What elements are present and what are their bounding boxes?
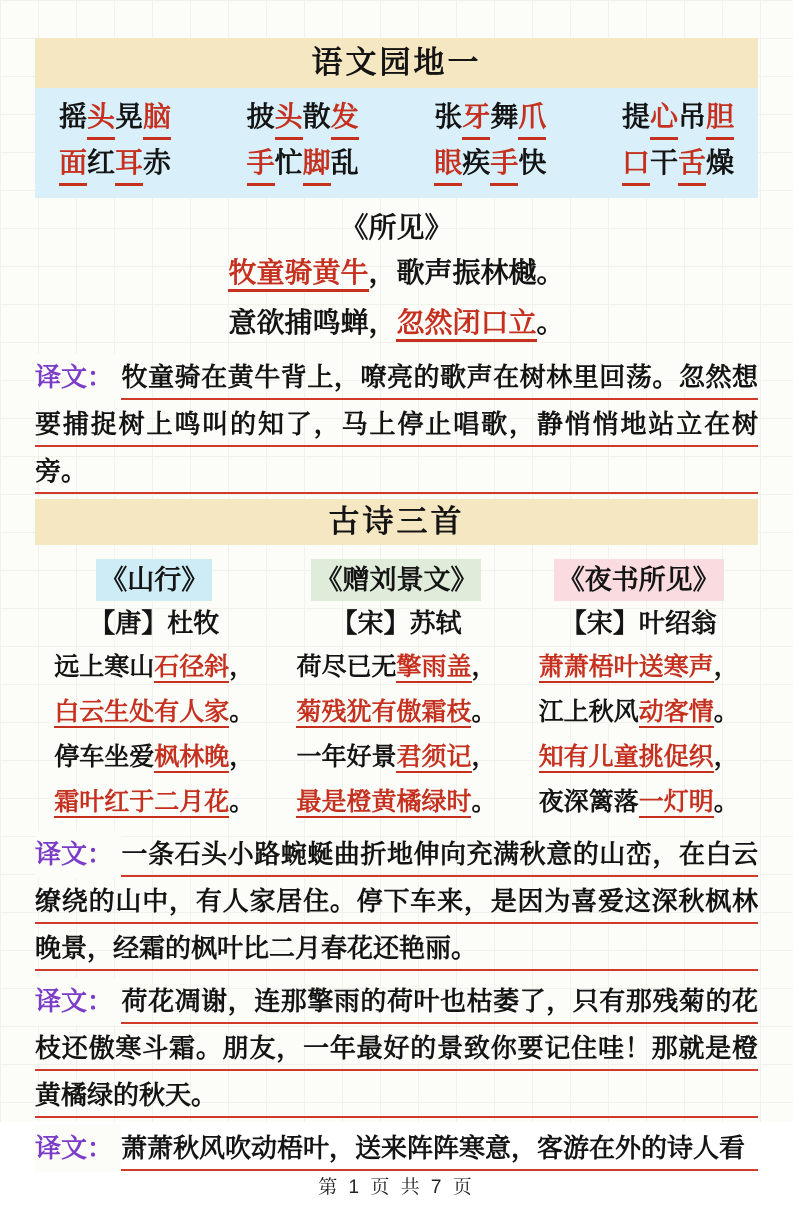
plain-text: ， [229, 743, 255, 771]
translation-block-suojian [35, 348, 758, 495]
idiom [247, 98, 359, 140]
poem-line [277, 780, 516, 825]
plain-text: 。 [229, 788, 255, 816]
red-underlined-text: 舌 [678, 144, 706, 186]
translation-text: 牧童骑在黄牛背上，嘹亮的歌声在树林里回荡。忽然想要捕捉树上鸣叫的知了，马上停止唱歌，静悄悄地站立在树旁。 [35, 362, 758, 486]
poem-line [277, 645, 516, 690]
poem-line [519, 735, 758, 780]
red-underlined-text: 牙 [462, 98, 490, 140]
red-underlined-text: 耳 [115, 144, 143, 186]
plain-text: 。 [536, 307, 565, 338]
poem-title: 《山行》 [96, 559, 212, 601]
red-underlined-text: 擎雨盖 [396, 653, 472, 681]
page-title: 语文园地一 [35, 38, 758, 88]
translation-text: 荷花凋谢，连那擎雨的荷叶也枯萎了，只有那残菊的花枝还傲寒斗霜。朋友，一年最好的景致你要记住哇！那就是橙黄橘绿的秋天。 [35, 986, 758, 1110]
plain-text: ，歌声振林樾。 [368, 257, 565, 288]
poem-title: 《赠刘景文》 [311, 559, 481, 601]
translation-label: 译文： [35, 831, 121, 878]
idiom [247, 144, 359, 186]
poem-suojian-title: 《所见》 [340, 212, 453, 243]
red-underlined-text: 胆 [706, 98, 734, 140]
translation-label: 译文： [35, 1125, 121, 1172]
plain-text: ， [713, 743, 739, 771]
red-underlined-text: 忽然闭口立 [396, 307, 536, 342]
red-underlined-text: 霜叶红于二月花 [54, 788, 230, 816]
plain-text: 燥 [705, 147, 734, 178]
red-underlined-text: 手 [490, 144, 518, 186]
poem-column [519, 559, 758, 825]
plain-text: 远上寒山 [54, 653, 155, 681]
plain-text: 。 [713, 788, 739, 816]
idiom-row [59, 98, 734, 140]
red-underlined-text: 动客情 [638, 698, 714, 726]
poem-line [35, 735, 274, 780]
plain-text: 赤 [143, 147, 172, 178]
red-underlined-text: 口 [622, 144, 650, 186]
translation-text: 一条石头小路蜿蜒曲折地伸向充满秋意的山峦，在白云缭绕的山中，有人家居住。停下车来，是因为喜爱这深秋枫林晚景，经霜的枫叶比二月春花还艳丽。 [35, 839, 758, 963]
poem-author: 【唐】杜牧 [89, 608, 220, 638]
idiom [622, 98, 734, 140]
section-banner-gushi: 古诗三首 [35, 499, 758, 545]
red-underlined-text: 眼 [434, 144, 462, 186]
red-underlined-text: 爪 [518, 98, 546, 140]
plain-text: 。 [471, 698, 497, 726]
translation-label: 译文： [35, 354, 121, 401]
plain-text: 张 [434, 101, 463, 132]
red-underlined-text: 脑 [143, 98, 171, 140]
red-underlined-text: 君须记 [396, 743, 472, 771]
translation-paragraph [35, 831, 758, 972]
red-underlined-text: 枫林晚 [154, 743, 230, 771]
plain-text: ， [471, 743, 497, 771]
page-footer: 第 1 页 共 7 页 [318, 1177, 475, 1198]
idiom-row [59, 144, 734, 186]
plain-text: 披 [246, 101, 275, 132]
plain-text: 提 [621, 101, 650, 132]
red-underlined-text: 手 [247, 144, 275, 186]
idiom [434, 98, 546, 140]
poem-column [35, 559, 274, 825]
idiom [59, 144, 171, 186]
plain-text: 疾 [462, 147, 491, 178]
plain-text: 夜深篱落 [538, 788, 639, 816]
plain-text: 一年好景 [296, 743, 397, 771]
poem-author: 【宋】叶绍翁 [560, 608, 717, 638]
red-underlined-text: 萧萧梧叶送寒声 [538, 653, 714, 681]
plain-text: 舞 [490, 101, 519, 132]
red-underlined-text: 面 [59, 144, 87, 186]
plain-text: ， [229, 653, 255, 681]
poem-suojian-lines [35, 248, 758, 348]
red-underlined-text: 心 [650, 98, 678, 140]
plain-text: ， [471, 653, 497, 681]
plain-text: 忙 [274, 147, 303, 178]
translation-label: 译文： [35, 978, 121, 1025]
red-underlined-text: 菊残犹有傲霜枝 [296, 698, 472, 726]
plain-text: 。 [713, 698, 739, 726]
poem-author: 【宋】苏轼 [331, 608, 462, 638]
poem-column [277, 559, 516, 825]
poem-line [519, 780, 758, 825]
red-underlined-text: 头 [275, 98, 303, 140]
plain-text: 吊 [677, 101, 706, 132]
red-underlined-text: 一灯明 [638, 788, 714, 816]
translation-paragraph [35, 354, 758, 495]
plain-text: 乱 [330, 147, 359, 178]
poem-line [277, 690, 516, 735]
red-underlined-text: 头 [87, 98, 115, 140]
poem-suojian [35, 208, 758, 348]
red-underlined-text: 石径斜 [154, 653, 230, 681]
plain-text: 意欲捕鸣蝉， [228, 307, 397, 338]
poem-line [35, 298, 758, 348]
translation-paragraph [35, 978, 758, 1119]
poem-line [519, 690, 758, 735]
idiom [59, 98, 171, 140]
red-underlined-text: 白云生处有人家 [54, 698, 230, 726]
poem-line [35, 248, 758, 298]
poem-title: 《夜书所见》 [554, 559, 724, 601]
three-poems-grid [35, 559, 758, 825]
idiom [434, 144, 546, 186]
plain-text: 摇 [59, 101, 88, 132]
poem-line [519, 645, 758, 690]
red-underlined-text: 牧童骑黄牛 [228, 257, 368, 292]
plain-text: 散 [302, 101, 331, 132]
poem-line [35, 780, 274, 825]
red-underlined-text: 发 [331, 98, 359, 140]
poem-line [277, 735, 516, 780]
plain-text: 。 [471, 788, 497, 816]
plain-text: 。 [229, 698, 255, 726]
plain-text: 红 [87, 147, 116, 178]
plain-text: 停车坐爱 [54, 743, 155, 771]
plain-text: 荷尽已无 [296, 653, 397, 681]
red-underlined-text: 脚 [303, 144, 331, 186]
poem-line [35, 645, 274, 690]
idiom [622, 144, 734, 186]
translation-blocks-poems [35, 825, 758, 1172]
plain-text: 快 [518, 147, 547, 178]
translation-text: 萧萧秋风吹动梧叶，送来阵阵寒意，客游在外的诗人看 [121, 1133, 746, 1163]
plain-text: 江上秋风 [538, 698, 639, 726]
red-underlined-text: 最是橙黄橘绿时 [296, 788, 472, 816]
idiom-section [35, 88, 758, 198]
plain-text: 晃 [115, 101, 144, 132]
translation-paragraph [35, 1125, 758, 1172]
plain-text: ， [713, 653, 739, 681]
red-underlined-text: 知有儿童挑促织 [538, 743, 714, 771]
plain-text: 干 [649, 147, 678, 178]
poem-line [35, 690, 274, 735]
